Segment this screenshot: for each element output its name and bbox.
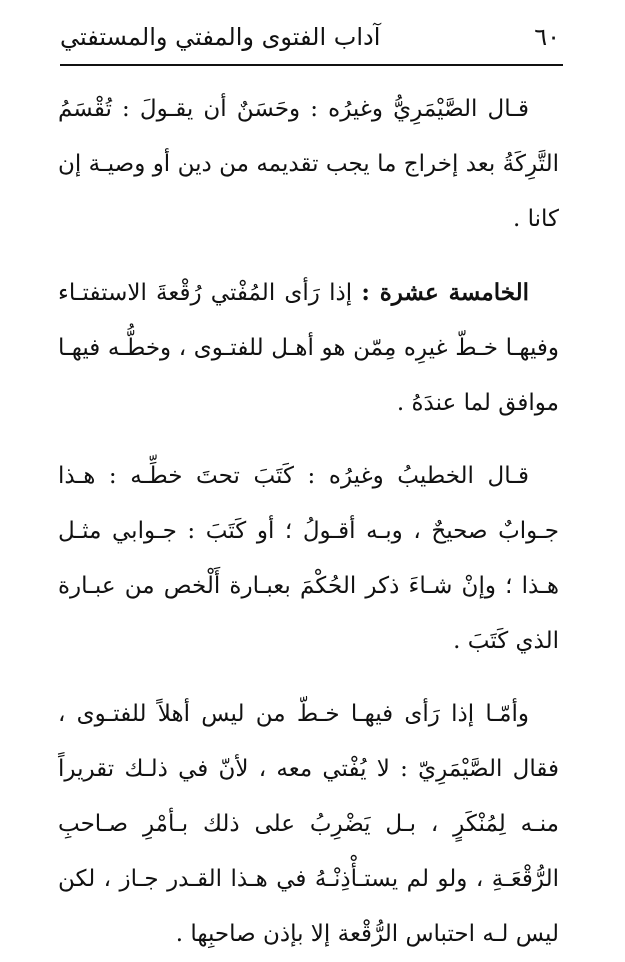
paragraph-text: إذا رَأى المُفْتي رُقْعةَ الاستفتـاء وفيهـا خـطّ غيرِه مِمّن هو أهـل للفتـوى ، وخطُّـه فيهـا موافق لما عندَهُ .	[58, 280, 559, 416]
page-header	[60, 18, 560, 56]
paragraph-text: وأمّـا إذا رَأى فيهـا خـطّ من ليس أهلاً للفتـوى ، فقال الصَّيْمَرِيّ : لا يُفْتي معه ، لأنّ في ذلـك تقريراً منـه لِمُنْكَرٍ ، بـل يَضْرِبُ على ذلك بـأمْرِ صـاحبِ الرُّقْعَـةِ ، ولو لم يستـأْذِنْـهُ في هـذا القـدر جـاز ، لكن ليس لـه احتباس الرُّقْعة إلا بإذن صاحبِها .	[58, 701, 559, 947]
paragraph-text: قـال الصَّيْمَرِيُّ وغيرُه : وحَسَنٌ أن يقـولَ : تُقْسَمُ التَّرِكَةُ بعد إخراج ما يجب تقديمه من دين أو وصيـة إن كانا .	[58, 96, 559, 232]
paragraph	[58, 265, 559, 431]
header-rule	[60, 64, 563, 66]
paragraph	[58, 82, 559, 247]
page-number: ٦٠	[534, 23, 560, 51]
running-title: آداب الفتوى والمفتي والمستفتي	[60, 23, 381, 51]
paragraph	[58, 687, 559, 962]
paragraph-text: قـال الخطيبُ وغيرُه : كَتَبَ تحتَ خطِّـه : هـذا جـوابٌ صحيحٌ ، وبـه أقـولُ ؛ أو كَتَبَ : جـوابي مثـل هـذا ؛ وإنْ شـاءَ ذكر الحُكْمَ بعبـارة أَلْخص من عبـارة الذي كَتَبَ .	[58, 463, 559, 654]
section-heading: الخامسة عشرة :	[361, 279, 529, 306]
paragraph	[58, 449, 559, 669]
body-text	[58, 82, 559, 962]
